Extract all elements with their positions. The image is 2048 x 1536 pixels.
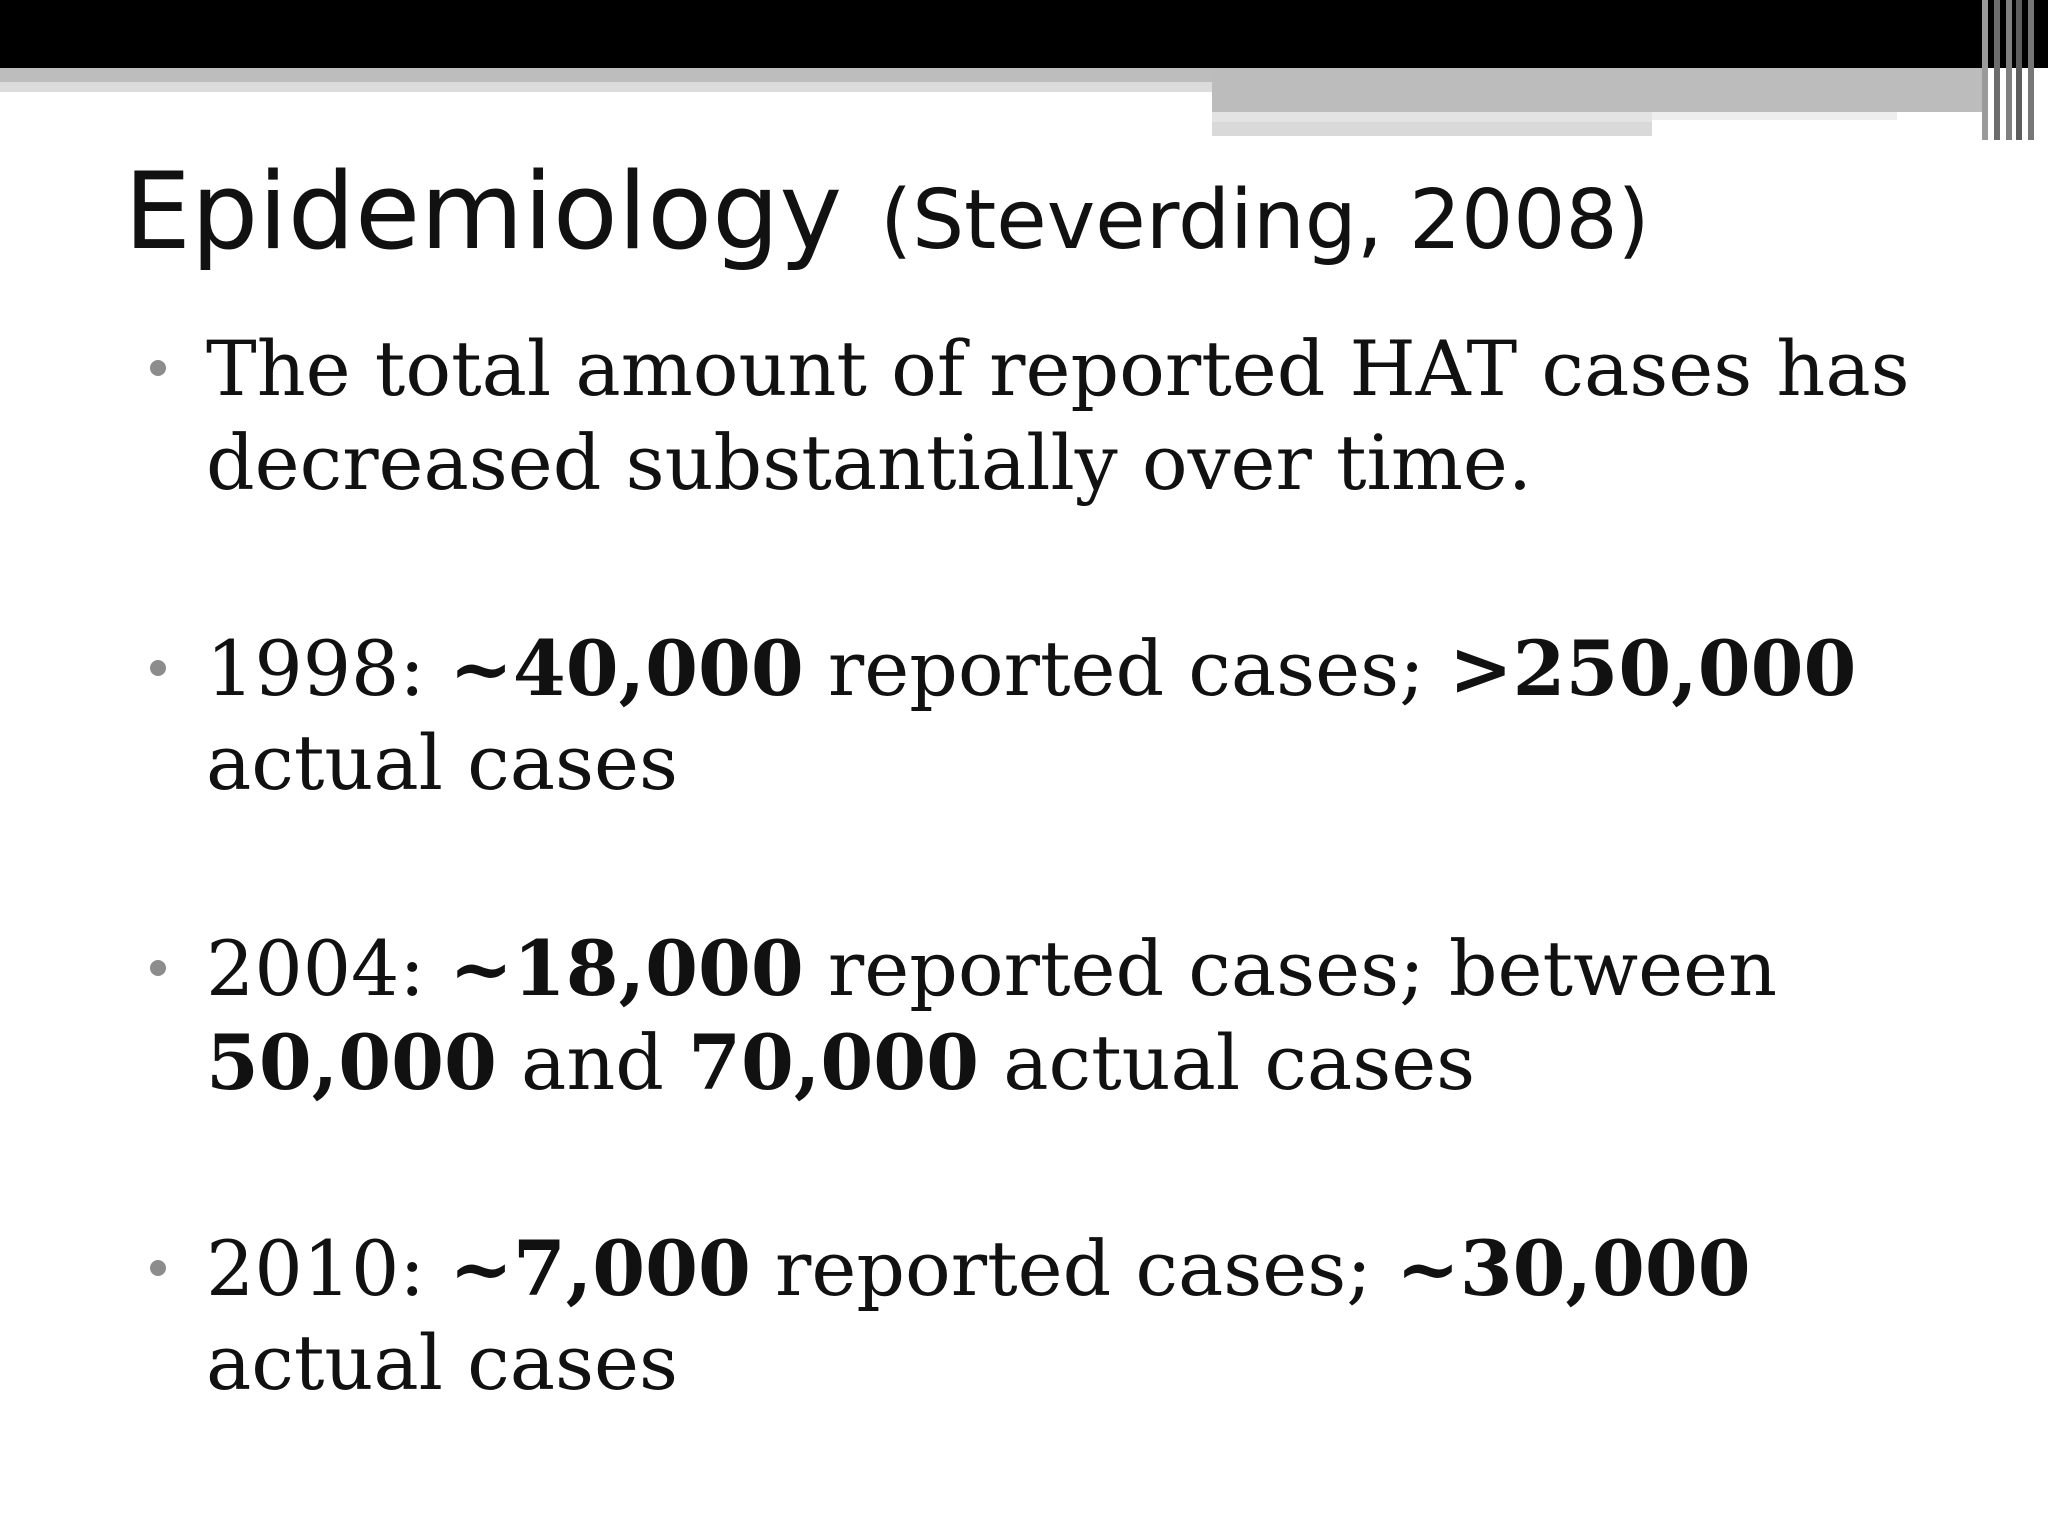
decorative-vertical-lines bbox=[1982, 0, 2048, 140]
reported-cases-value: ~7,000 bbox=[449, 1224, 751, 1313]
actual-cases-value: >250,000 bbox=[1448, 624, 1857, 713]
decorative-stripe bbox=[0, 68, 1212, 82]
reported-cases-text: reported cases; between bbox=[827, 924, 1778, 1013]
decorative-line bbox=[1994, 0, 2000, 140]
bullet-dot-icon bbox=[150, 960, 166, 976]
top-black-bar bbox=[0, 0, 2048, 68]
decorative-stripe bbox=[1652, 112, 1897, 120]
decorative-line bbox=[2016, 0, 2022, 140]
bullet-item bbox=[150, 322, 1946, 510]
bullet-text: The total amount of reported HAT cases has decreased substantially over time. bbox=[206, 324, 1910, 507]
bullet-dot-icon bbox=[150, 660, 166, 676]
reported-cases-text: reported cases; bbox=[827, 624, 1425, 713]
decorative-line bbox=[2028, 0, 2034, 140]
reported-cases-value: ~18,000 bbox=[449, 924, 804, 1013]
reported-cases-text: reported cases; bbox=[775, 1224, 1372, 1313]
bullet-year: 1998: bbox=[206, 624, 426, 713]
decorative-line bbox=[2006, 0, 2012, 140]
decorative-stripe bbox=[1212, 122, 1652, 136]
actual-cases-low-value: 50,000 bbox=[206, 1018, 497, 1107]
actual-cases-text: actual cases bbox=[1003, 1018, 1476, 1107]
bullet-item bbox=[150, 1222, 1946, 1410]
bullet-dot-icon bbox=[150, 1260, 166, 1276]
decorative-line bbox=[1982, 0, 1988, 140]
decorative-stripe bbox=[1212, 68, 1982, 112]
actual-cases-text: actual cases bbox=[206, 1318, 678, 1407]
bullet-dot-icon bbox=[150, 360, 166, 376]
title-citation: (Steverding, 2008) bbox=[880, 173, 1650, 268]
title-text: Epidemiology bbox=[124, 150, 843, 273]
and-text: and bbox=[521, 1018, 664, 1107]
decorative-stripe bbox=[1212, 112, 1652, 122]
actual-cases-value: ~30,000 bbox=[1396, 1224, 1751, 1313]
bullet-item bbox=[150, 922, 1946, 1110]
bullet-year: 2004: bbox=[206, 924, 426, 1013]
bullet-list bbox=[150, 322, 1990, 1410]
slide-title bbox=[124, 150, 1650, 273]
decorative-stripe bbox=[0, 82, 1212, 92]
bullet-year: 2010: bbox=[206, 1224, 426, 1313]
actual-cases-high-value: 70,000 bbox=[688, 1018, 980, 1107]
actual-cases-text: actual cases bbox=[206, 718, 678, 807]
bullet-item bbox=[150, 622, 1946, 810]
reported-cases-value: ~40,000 bbox=[449, 624, 804, 713]
